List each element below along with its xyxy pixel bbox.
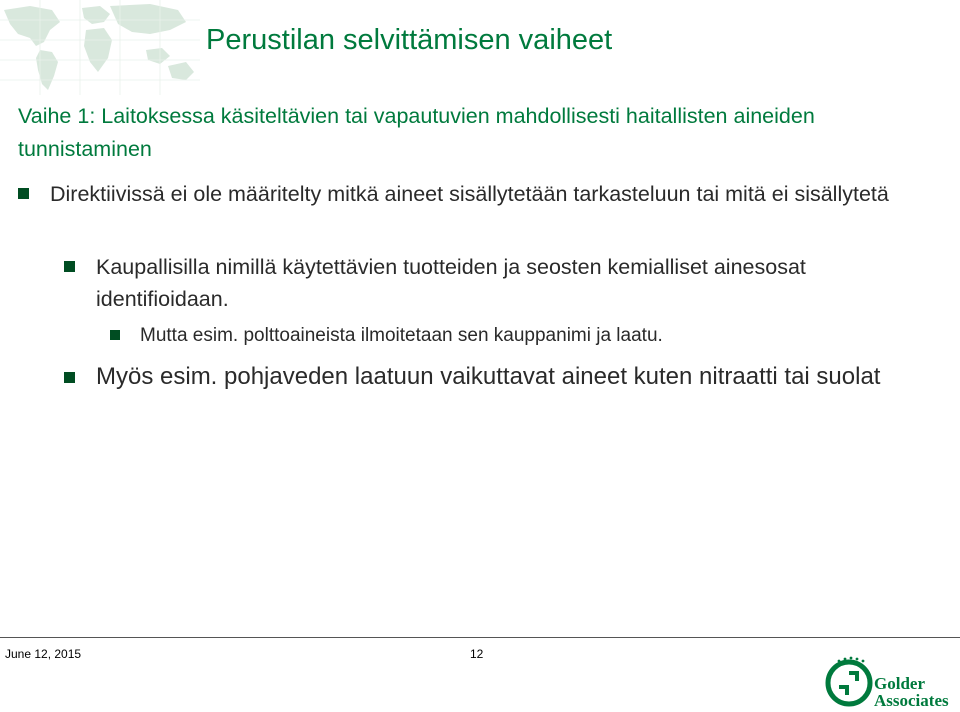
bullet-level-2 xyxy=(64,360,944,393)
world-map-icon xyxy=(0,0,200,95)
square-bullet-icon xyxy=(64,261,75,272)
bullet-text: Mutta esim. polttoaineista ilmoitetaan sen kauppanimi ja laatu. xyxy=(140,325,663,346)
page-number: 12 xyxy=(470,647,484,661)
bullet-text: Myös esim. pohjaveden laatuun vaikuttavat aineet kuten nitraatti tai suolat xyxy=(96,363,881,390)
golder-wordmark-line: Golder xyxy=(874,674,925,693)
footer-date: June 12, 2015 xyxy=(5,647,82,661)
slide-heading: Vaihe 1: Laitoksessa käsiteltävien tai vapautuvien mahdollisesti haitallisten aineiden tunnistaminen xyxy=(18,104,815,161)
bullet-text: Kaupallisilla nimillä käytettävien tuotteiden ja seosten kemialliset ainesosat identifioidaan. xyxy=(96,255,806,311)
bullet-level-2 xyxy=(64,251,944,315)
golder-wordmark-line: Associates xyxy=(874,691,949,710)
square-bullet-icon xyxy=(18,188,29,199)
bullet-text: Direktiivissä ei ole määritelty mitkä aineet sisällytetään tarkasteluun tai mitä ei sisällytetä xyxy=(50,182,889,206)
square-bullet-icon xyxy=(110,330,120,340)
footer-divider xyxy=(0,637,960,638)
bullet-level-1 xyxy=(18,178,938,210)
bullet-level-3 xyxy=(110,321,940,351)
golder-wordmark xyxy=(874,675,949,709)
square-bullet-icon xyxy=(64,372,75,383)
slide-title: Perustilan selvittämisen vaiheet xyxy=(206,24,613,56)
